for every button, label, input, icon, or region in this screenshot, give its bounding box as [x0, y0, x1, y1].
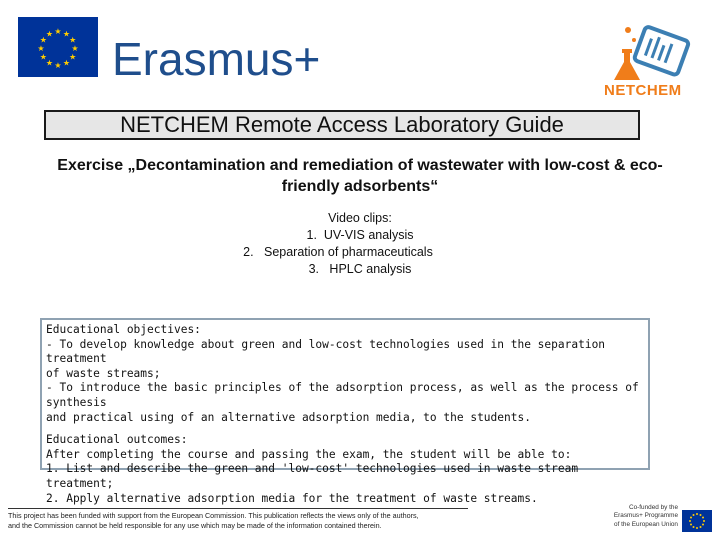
page-title: NETCHEM Remote Access Laboratory Guide	[120, 112, 564, 137]
netchem-wordmark: NETCHEM	[604, 82, 682, 99]
objectives-line: and practical using of an alternative adsorption media, to the students.	[46, 410, 531, 424]
educational-info-box	[40, 318, 650, 505]
svg-text:★: ★	[71, 44, 79, 53]
cofunded-line: Co-funded by the	[628, 504, 678, 511]
video-clip-item: 3. HPLC analysis	[308, 262, 412, 276]
funding-disclaimer	[8, 511, 478, 531]
footer-divider	[8, 508, 468, 509]
disclaimer-line-1: This project has been funded with support from the European Commission. This publication reflects the views only of the authors,	[8, 511, 419, 520]
svg-text:★: ★	[45, 29, 54, 39]
eu-stars-small-icon	[682, 510, 712, 532]
exercise-title	[20, 155, 700, 197]
svg-text:★: ★	[39, 35, 47, 45]
outcomes-line: 1. List and describe the green and 'low-cost' technologies used in waste stream treatment;	[46, 462, 579, 490]
video-clips-list	[200, 210, 520, 278]
cofunded-line: Erasmus+ Programme	[613, 512, 678, 520]
eu-flag-logo	[18, 17, 98, 77]
disclaimer-line-2: and the Commission cannot be held responsible for any use which may be made of the information contained therein.	[8, 521, 382, 530]
netchem-flask-icon	[600, 18, 710, 88]
svg-text:★: ★	[62, 29, 71, 39]
svg-text:★: ★	[39, 52, 47, 62]
exercise-title-line-2: friendly adsorbents“	[281, 178, 439, 195]
svg-text:★: ★	[69, 35, 77, 45]
svg-text:★: ★	[54, 61, 62, 70]
outcomes-line: 2. Apply alternative adsorption media for the treatment of waste streams.	[46, 491, 538, 505]
exercise-title-line-1: Exercise „Decontamination and remediation of wastewater with low-cost & eco-	[57, 157, 663, 174]
svg-text:★: ★	[62, 58, 71, 68]
eu-stars-icon	[18, 17, 98, 77]
video-clip-item: 2. Separation of pharmaceuticals	[243, 245, 433, 259]
video-clips-heading: Video clips:	[328, 211, 392, 225]
section-gap	[46, 425, 644, 433]
outcomes-heading: Educational outcomes:	[46, 433, 188, 447]
svg-text:★: ★	[45, 58, 54, 68]
objectives-heading: Educational objectives:	[46, 323, 201, 336]
cofunded-label	[606, 504, 678, 529]
guide-title-banner	[44, 110, 640, 140]
video-clip-item: 1. UV-VIS analysis	[306, 228, 414, 242]
objectives-line: of waste streams;	[46, 366, 161, 380]
objectives-line: - To develop knowledge about green and low-cost technologies used in the separation treatment	[46, 337, 606, 366]
eu-flag-small-logo	[682, 510, 712, 532]
outcomes-line: After completing the course and passing the exam, the student will be able to:	[46, 447, 572, 461]
svg-text:★: ★	[37, 44, 45, 53]
svg-text:★: ★	[54, 27, 62, 36]
objectives-line: - To introduce the basic principles of the adsorption process, as well as the process of synthesis	[46, 381, 639, 409]
svg-text:★: ★	[69, 52, 77, 62]
erasmus-plus-logo: Erasmus+	[112, 33, 321, 85]
cofunded-line: of the European Union	[614, 520, 678, 528]
